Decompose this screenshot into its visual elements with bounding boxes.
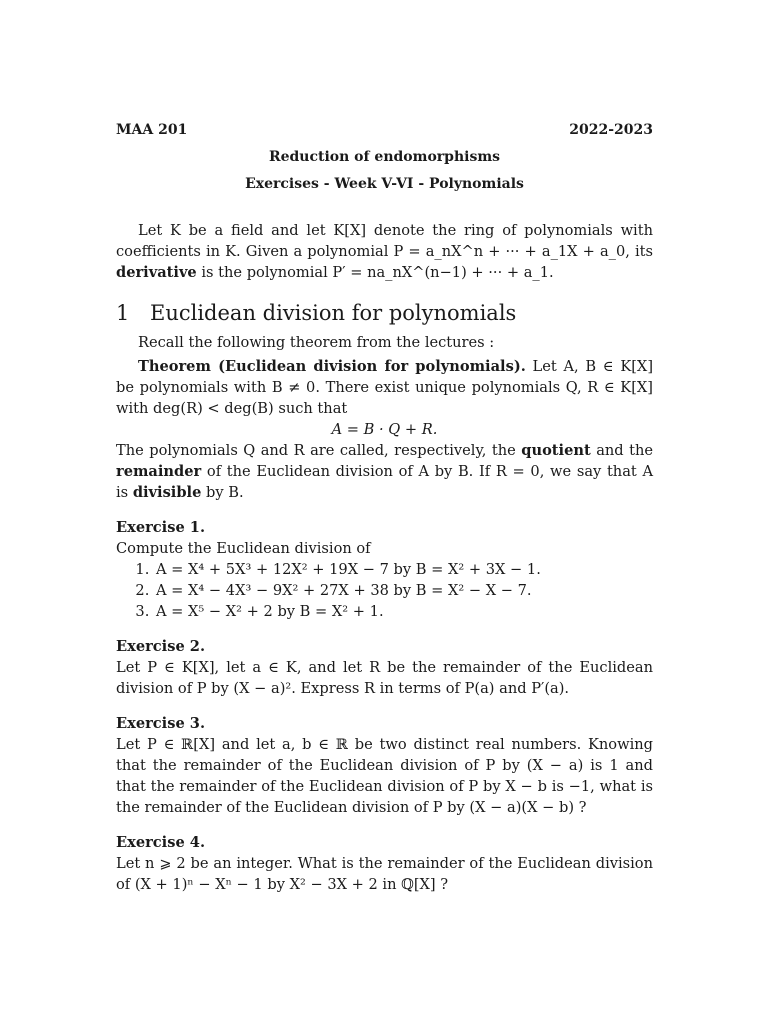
- exercise-text: Let P ∈ ℝ[X] and let a, b ∈ ℝ be two distinct real numbers. Knowing that the remainder of the Euclidean division of P by (X − a) is 1 and that the remainder of the Euclidean division of P by X − b is −1, what is the remainder of the Euclidean division of P by (X − a)(X − b) ?: [116, 736, 653, 816]
- theorem-definitions: [116, 440, 653, 503]
- section-heading: [116, 303, 653, 324]
- exercise-3: [116, 713, 653, 818]
- course-code: MAA 201: [116, 122, 188, 138]
- section-number: 1: [116, 301, 130, 325]
- document-page: [116, 120, 653, 895]
- exercise-title: Exercise 1.: [116, 519, 206, 536]
- recall-line: Recall the following theorem from the lectures :: [138, 334, 495, 351]
- exercise-4: [116, 832, 653, 895]
- derivative-term: derivative: [116, 264, 197, 281]
- academic-year: 2022-2023: [569, 122, 653, 138]
- intro-text-1: Let K be a field and let K[X] denote the ring of polynomials with coefficients in K. Given a polynomial P = a_nX^n + ··· + a_1X + a_0, its: [116, 222, 653, 260]
- exercise-text: Let n ⩾ 2 be an integer. What is the remainder of the Euclidean division of (X + 1)ⁿ − Xⁿ − 1 by X² − 3X + 2 in ℚ[X] ?: [116, 855, 653, 893]
- document-header: [116, 120, 653, 141]
- exercise-1: [116, 517, 653, 622]
- exercise-list: [116, 559, 653, 622]
- list-item: 2. A = X⁴ − 4X³ − 9X² + 27X + 38 by B = X² − X − 7.: [154, 580, 653, 601]
- exercise-text: Let P ∈ K[X], let a ∈ K, and let R be the remainder of the Euclidean division of P by (X − a)². Express R in terms of P(a) and P′(a).: [116, 659, 653, 697]
- exercise-title: Exercise 3.: [116, 715, 206, 732]
- quotient-term: quotient: [521, 442, 591, 459]
- exercise-2: [116, 636, 653, 699]
- intro-text-2: is the polynomial P′ = na_nX^(n−1) + ··· + a_1.: [201, 264, 554, 281]
- def-text-1: The polynomials Q and R are called, respectively, the: [116, 442, 516, 459]
- document-subtitle: Exercises - Week V-VI - Polynomials: [245, 176, 524, 192]
- theorem-statement: [116, 356, 653, 419]
- theorem-equation: A = B · Q + R.: [331, 421, 438, 438]
- theorem-name: Theorem (Euclidean division for polynomials).: [138, 358, 526, 375]
- def-text-4: by B.: [206, 484, 244, 501]
- section-title: Euclidean division for polynomials: [150, 301, 517, 325]
- intro-paragraph: [116, 220, 653, 283]
- divisible-term: divisible: [132, 484, 202, 501]
- def-text-2: and the: [596, 442, 654, 459]
- exercise-text: Compute the Euclidean division of: [116, 540, 371, 557]
- exercise-title: Exercise 2.: [116, 638, 206, 655]
- def-text-3: of the Euclidean division of A by B. If R = 0, we say that A is: [116, 463, 653, 501]
- exercise-title: Exercise 4.: [116, 834, 206, 851]
- list-item: 3. A = X⁵ − X² + 2 by B = X² + 1.: [154, 601, 653, 622]
- list-item: 1. A = X⁴ + 5X³ + 12X² + 19X − 7 by B = X² + 3X − 1.: [154, 559, 653, 580]
- theorem-body: Let A, B ∈ K[X] be polynomials with B ≠ 0. There exist unique polynomials Q, R ∈ K[X] with deg(R) < deg(B) such that: [116, 358, 654, 417]
- remainder-term: remainder: [116, 463, 202, 480]
- document-title: Reduction of endomorphisms: [268, 149, 501, 165]
